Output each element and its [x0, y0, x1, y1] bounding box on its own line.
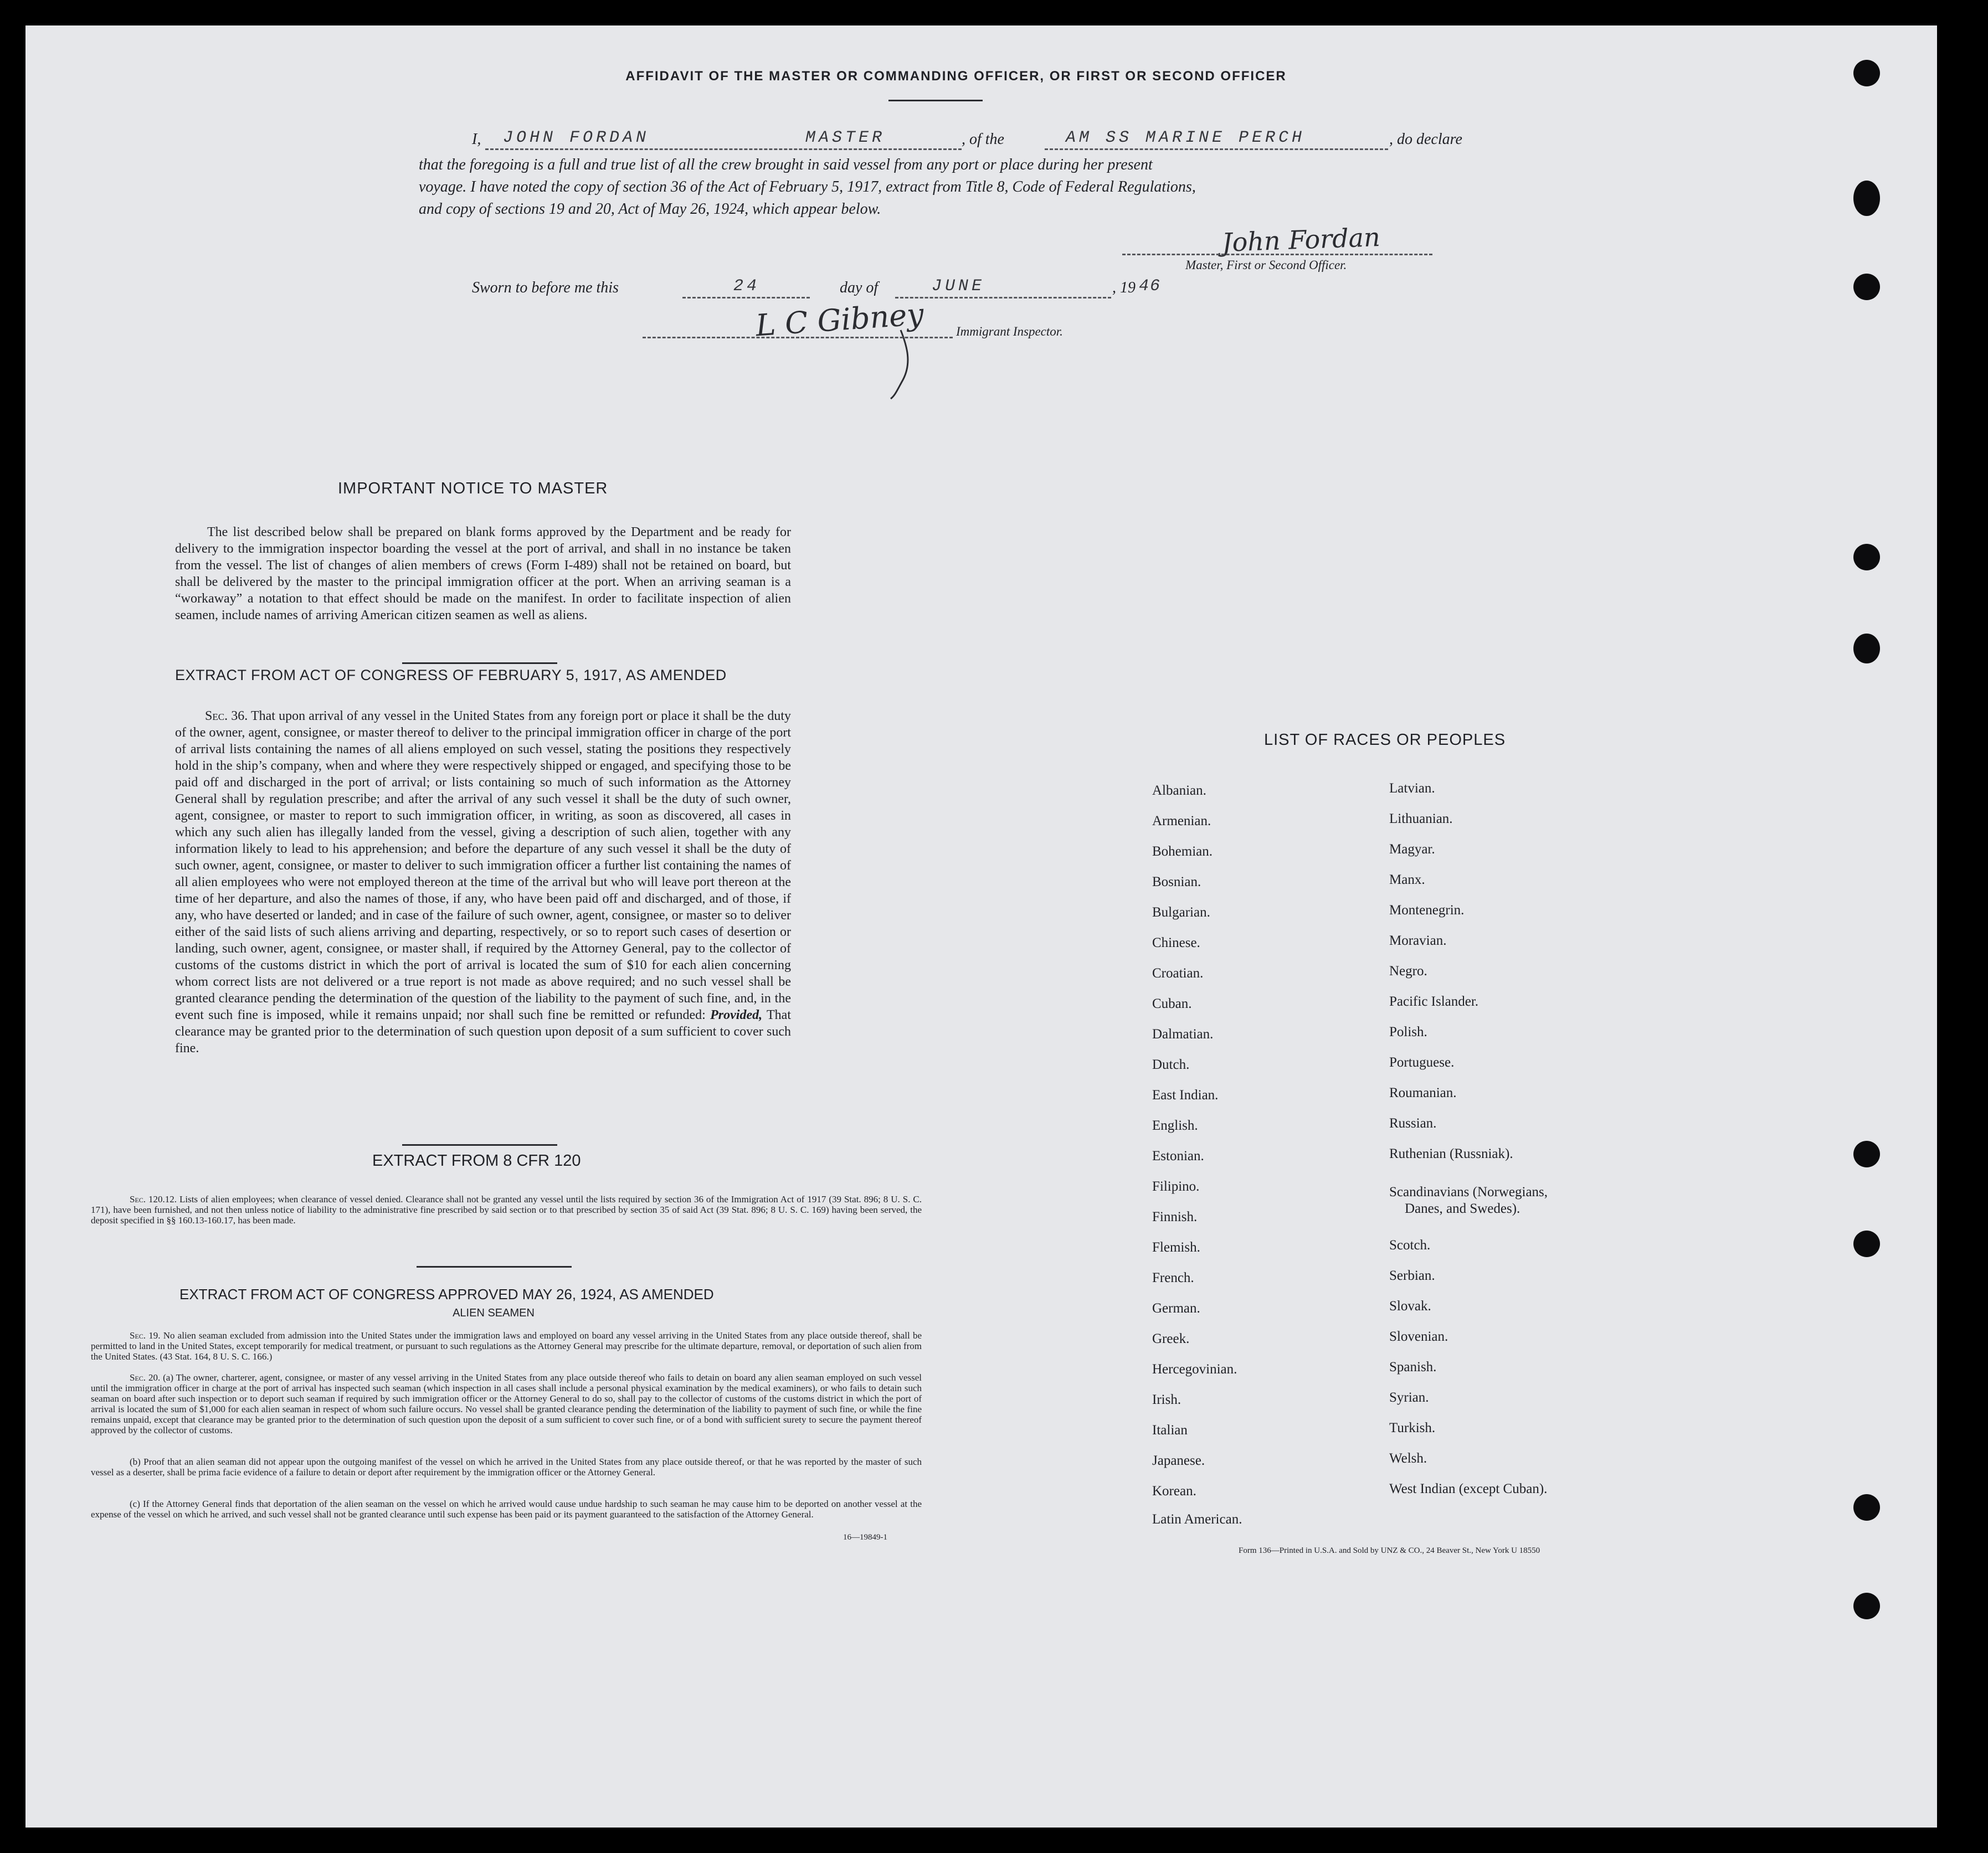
races-heading: LIST OF RACES OR PEOPLES	[1264, 731, 1506, 749]
race-right-23: West Indian (except Cuban).	[1389, 1481, 1548, 1496]
race-left-9: Dutch.	[1152, 1057, 1190, 1072]
sworn-day-handwritten: 24	[733, 277, 761, 296]
cfr-heading: EXTRACT FROM 8 CFR 120	[372, 1152, 581, 1170]
year-handwritten: 46	[1139, 277, 1162, 296]
year-prefix: , 19	[1112, 279, 1136, 296]
race-left-13: Filipino.	[1152, 1179, 1200, 1194]
section-rule-2	[402, 1144, 557, 1146]
sec-36-label: Sec. 36.	[205, 709, 248, 723]
race-left-17: German.	[1152, 1301, 1200, 1316]
title-rule	[888, 100, 983, 101]
race-left-6: Croatian.	[1152, 966, 1204, 981]
notice-body: The list described below shall be prepared on blank forms approved by the Department and be ready for delivery to the immigration inspector boarding the vessel at the port of arrival, and shall in no instance be taken from the vessel. The list of changes of alien members of crews (Form I-489) shall not be retained on board, but shall be delivered by the master to the principal immigration officer at the port. When an arriving seaman is a “workaway” a notation to that effect should be made on the manifest. In order to facilitate inspection of alien seamen, include names of arriving American citizen seamen as well as aliens.	[175, 525, 791, 622]
race-left-0: Albanian.	[1152, 783, 1206, 798]
sec-20a-text: (a) The owner, charterer, agent, consignee, or master of any vessel arriving in the United States from any place outside thereof who fails to detain on board any alien seaman employed on such vessel until the immigration officer in charge at the port of arrival has inspected such seaman (which inspection in all cases shall include a personal physical examination by the medical examiners), or who fails to detain such seaman on board after such inspection or to deport such seaman if required by such immigration officer or the Attorney General to do so, shall pay to the collector of customs of the customs district in which the port of arrival is located the sum of $1,000 for each alien seaman in respect of whom such failure occurs. No vessel shall be granted clearance pending the determination of the liability to payment of such fine, or while the fine remains unpaid, except that clearance may be granted prior to the determination of such question upon the deposit of a sum sufficient to cover such fine, or of a bond with sufficient surety to secure the payment thereof approved by the collector of customs.	[91, 1372, 922, 1435]
punch-hole	[1853, 1141, 1880, 1167]
day-of-text: day of	[840, 279, 879, 296]
race-right-16: Serbian.	[1389, 1268, 1435, 1283]
race-right-5: Moravian.	[1389, 933, 1447, 948]
race-left-10: East Indian.	[1152, 1088, 1219, 1103]
affidavit-line-3: voyage. I have noted the copy of section 36 of the Act of February 5, 1917, extract from Title 8, Code of Federal Regulations,	[419, 178, 1196, 195]
race-left-11: English.	[1152, 1118, 1198, 1133]
punch-hole	[1853, 274, 1880, 300]
vessel-line	[1045, 148, 1388, 150]
race-right-22: Welsh.	[1389, 1451, 1427, 1466]
sec-20a-body	[91, 1372, 922, 1435]
race-left-23: Korean.	[1152, 1484, 1196, 1499]
printer-footer: Form 136—Printed in U.S.A. and Sold by UNZ & CO., 24 Beaver St., New York U 18550	[1239, 1546, 1540, 1555]
sworn-month-handwritten: JUNE	[932, 277, 985, 296]
sworn-month-line	[895, 297, 1111, 298]
race-right-14: Danes, and Swedes).	[1405, 1201, 1520, 1216]
race-left-24: Latin American.	[1152, 1512, 1242, 1527]
race-left-14: Finnish.	[1152, 1209, 1198, 1224]
cfr-body	[91, 1194, 922, 1226]
declare-text: , do declare	[1389, 131, 1462, 148]
affidavit-prefix: I,	[472, 131, 481, 148]
race-right-20: Syrian.	[1389, 1390, 1429, 1405]
sec-19-label: Sec. 19.	[130, 1330, 161, 1341]
race-right-18: Slovenian.	[1389, 1329, 1448, 1344]
section-rule-1	[402, 662, 557, 664]
race-left-2: Bohemian.	[1152, 844, 1213, 859]
race-right-2: Magyar.	[1389, 842, 1435, 857]
race-right-9: Portuguese.	[1389, 1055, 1455, 1070]
race-right-17: Slovak.	[1389, 1299, 1431, 1314]
race-right-3: Manx.	[1389, 872, 1425, 887]
sec-36-provided: Provided,	[710, 1008, 763, 1022]
race-left-20: Irish.	[1152, 1392, 1182, 1407]
inspector-signature-flourish	[879, 325, 923, 402]
race-right-19: Spanish.	[1389, 1360, 1437, 1375]
extract-1924-heading: EXTRACT FROM ACT OF CONGRESS APPROVED MAY 26, 1924, AS AMENDED	[179, 1286, 714, 1303]
form-code: 16—19849-1	[843, 1533, 887, 1542]
inspector-caption: Immigrant Inspector.	[956, 325, 1063, 338]
sec-36-text: That upon arrival of any vessel in the United States from any foreign port or place it shall be the duty of the owner, agent, consignee, or master thereof to deliver to the principal immigration officer in charge of the port of arrival lists containing the names of all aliens employed on such vessel, stating the positions they respectively hold in the ship’s company, when and where they were respectively shipped or engaged, and specifying those to be paid off and discharged in the port of arrival; or lists containing so much of such information as the Attorney General shall by regulation prescribe; and after the arrival of any such vessel it shall be the duty of such owner, agent, consignee, or master to report to such immigration officer, in writing, as soon as discovered, all cases in which any such alien has illegally landed from the vessel, giving a description of such alien, together with any information likely to lead to his apprehension; and before the departure of any such vessel it shall be the duty of such owner, agent, consignee, or master to deliver to such immigration officer a further list containing the names of all alien employees who were not employed thereon at the time of the arrival but who will leave port thereon at the time of her departure, and also the names of those, if any, who have been paid off and discharged, and of those, if any, who have deserted or landed; and in case of the failure of such owner, agent, consignee, or master so to deliver either of the said lists of such aliens arriving and departing, respectively, or so to report such cases of desertion or landing, such owner, agent, consignee, or master shall, if required by the Attorney General, pay to the collector of customs of the customs district in which the port of arrival is located the sum of $10 for each alien concerning whom correct lists are not delivered or a true report is not made as above required; and no such vessel shall be granted clearance pending the determination of the question of the liability to the payment of such fine, and, in the event such fine is imposed, while it remains unpaid; nor shall such fine be remitted or refunded:	[175, 709, 791, 1022]
race-right-6: Negro.	[1389, 964, 1427, 979]
race-right-8: Polish.	[1389, 1025, 1427, 1039]
race-left-16: French.	[1152, 1270, 1194, 1285]
race-right-10: Roumanian.	[1389, 1085, 1457, 1100]
race-right-7: Pacific Islander.	[1389, 994, 1479, 1009]
race-left-18: Greek.	[1152, 1331, 1190, 1346]
sec-19-text: No alien seaman excluded from admission into the United States under the immigration laws and employed on board any vessel arriving in the United States from any place outside thereof, shall be permitted to land in the United States, except temporarily for medical treatment, or pursuant to such regulations as the Attorney General may prescribe for the ultimate departure, removal, or deportation of such alien from the United States. (43 Stat. 164, 8 U. S. C. 166.)	[91, 1330, 922, 1362]
punch-hole	[1853, 1593, 1880, 1619]
race-left-21: Italian	[1152, 1423, 1188, 1438]
sec-36-text-end: That clearance may be granted prior to the determination of such question upon deposit of a sum sufficient to cover such fine.	[175, 1008, 791, 1056]
race-left-8: Dalmatian.	[1152, 1027, 1214, 1042]
race-left-4: Bulgarian.	[1152, 905, 1210, 920]
extract-1917-body	[175, 708, 791, 1057]
race-left-22: Japanese.	[1152, 1453, 1205, 1468]
affidavit-line-2: that the foregoing is a full and true list of all the crew brought in said vessel from any port or place during her present	[419, 156, 1153, 173]
cfr-sec-label: Sec. 120.12.	[130, 1194, 177, 1205]
signature-caption: Master, First or Second Officer.	[1185, 258, 1347, 272]
punch-hole	[1853, 181, 1880, 216]
cfr-sec-text: Lists of alien employees; when clearance of vessel denied. Clearance shall not be granted any vessel until the lists required by section 36 of the Immigration Act of 1917 (39 Stat. 896; 8 U. S. C. 171), have been furnished, and not then unless notice of liability to the administrative fine prescribed by said section or to that prescribed by section 35 of said Act (39 Stat. 896; 8 U. S. C. 169) having been served, the deposit specified in §§ 160.13-160.17, has been made.	[91, 1194, 922, 1226]
notice-heading: IMPORTANT NOTICE TO MASTER	[338, 480, 608, 497]
race-right-1: Lithuanian.	[1389, 811, 1453, 826]
vessel-handwritten: AM SS MARINE PERCH	[1066, 128, 1306, 147]
punch-hole	[1853, 544, 1880, 570]
alien-seamen-subheading: ALIEN SEAMEN	[453, 1307, 535, 1319]
section-rule-3	[417, 1266, 572, 1268]
signature-line	[1122, 254, 1432, 255]
race-right-21: Turkish.	[1389, 1420, 1436, 1435]
sec-20c-body: (c) If the Attorney General finds that deportation of the alien seaman on the vessel on which he arrived would cause undue hardship to such seaman he may cause him to be deported on another vessel at the expense of the vessel on which he arrived, and such vessel shall not be granted clearance until such expense has been paid or its payment guaranteed to the satisfaction of the Attorney General.	[91, 1499, 922, 1520]
punch-hole	[1853, 634, 1880, 663]
race-right-11: Russian.	[1389, 1116, 1437, 1131]
punch-hole	[1853, 1231, 1880, 1257]
race-left-12: Estonian.	[1152, 1149, 1204, 1164]
punch-hole	[1853, 60, 1880, 86]
race-left-7: Cuban.	[1152, 996, 1192, 1011]
extract-1917-heading: EXTRACT FROM ACT OF CONGRESS OF FEBRUARY 5, 1917, AS AMENDED	[175, 667, 727, 683]
sworn-day-line	[682, 297, 810, 298]
master-signature: John Fordan	[1221, 222, 1381, 258]
sec-20-label: Sec. 20.	[130, 1372, 161, 1383]
race-right-0: Latvian.	[1389, 781, 1435, 796]
race-right-15: Scotch.	[1389, 1238, 1431, 1253]
affidavit-line-4: and copy of sections 19 and 20, Act of May 26, 1924, which appear below.	[419, 200, 881, 218]
race-left-3: Bosnian.	[1152, 874, 1201, 889]
race-left-15: Flemish.	[1152, 1240, 1200, 1255]
rank-handwritten: MASTER	[805, 128, 886, 147]
sec-20b-body: (b) Proof that an alien seaman did not appear upon the outgoing manifest of the vessel on which he arrived in the United States from any place outside thereof, or that he was reported by the master of such vessel as a deserter, shall be prima facie evidence of a failure to detain or deport after requirement by the immigration officer or the Attorney General.	[91, 1456, 922, 1478]
of-the-text: , of the	[962, 131, 1004, 148]
punch-hole	[1853, 1494, 1880, 1521]
sec-19-body	[91, 1330, 922, 1362]
inspector-line	[643, 337, 953, 338]
inspector-signature: L C Gibney	[754, 296, 925, 343]
name-line	[485, 148, 962, 150]
race-right-13: Scandinavians (Norwegians,	[1389, 1185, 1548, 1200]
race-left-19: Hercegovinian.	[1152, 1362, 1237, 1377]
race-right-4: Montenegrin.	[1389, 903, 1465, 918]
master-name-handwritten: JOHN FORDAN	[503, 128, 650, 147]
sworn-text: Sworn to before me this	[472, 279, 619, 296]
race-left-1: Armenian.	[1152, 814, 1211, 828]
race-left-5: Chinese.	[1152, 935, 1200, 950]
document-page	[25, 25, 1937, 1828]
race-right-12: Ruthenian (Russniak).	[1389, 1146, 1513, 1161]
page-title: AFFIDAVIT OF THE MASTER OR COMMANDING OFFICER, OR FIRST OR SECOND OFFICER	[625, 69, 1287, 84]
